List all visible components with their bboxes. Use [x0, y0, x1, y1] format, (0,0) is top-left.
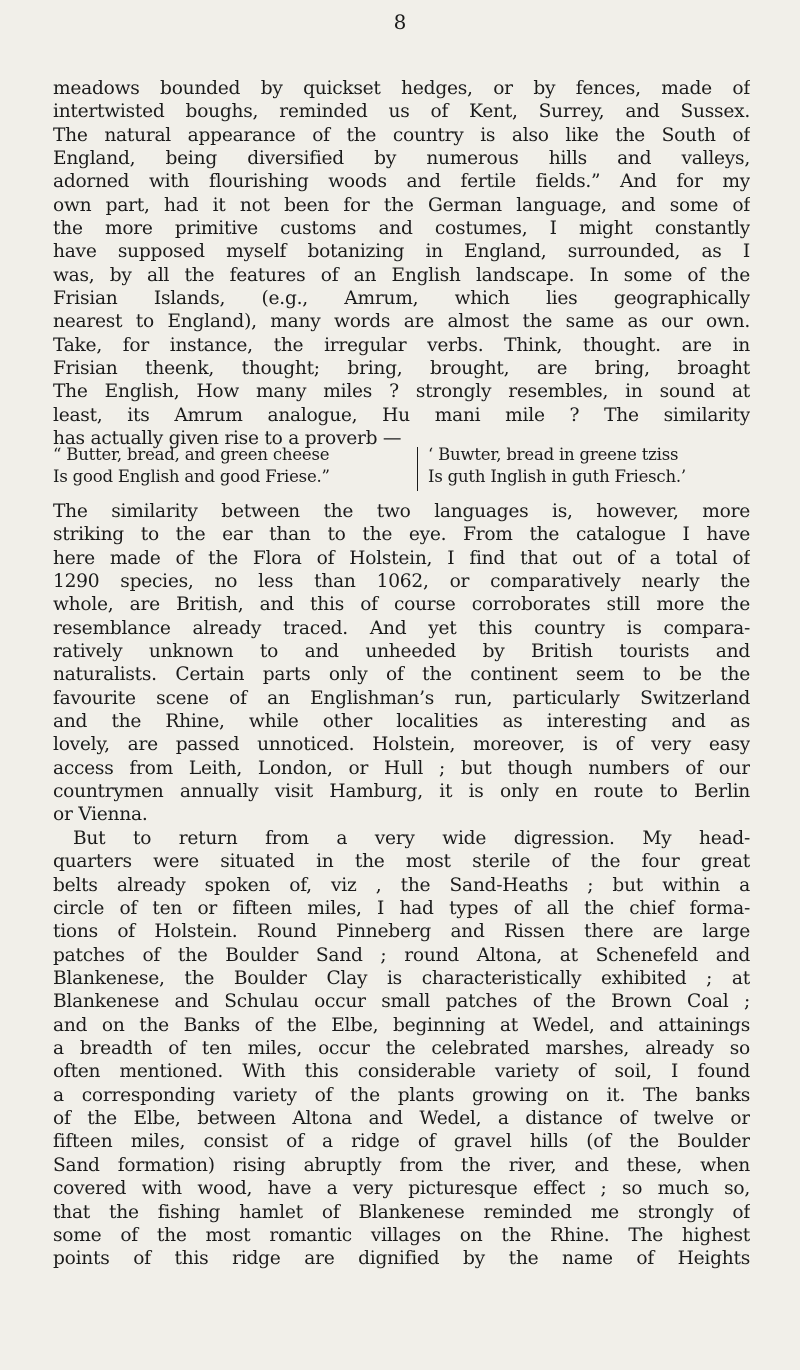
- text-line: striking to the ear than to the eye. From the catalogue I have: [53, 524, 750, 546]
- text-line: a corresponding variety of the plants growing on it. The banks: [53, 1084, 750, 1106]
- text-line: The natural appearance of the country is also like the South of: [53, 124, 750, 146]
- proverb-line: “ Butter, bread, and green cheese: [53, 445, 330, 464]
- text-line: and the Rhine, while other localities as interesting and as: [53, 711, 750, 733]
- text-line: countrymen annually visit Hamburg, it is only en route to Berlin: [53, 781, 750, 803]
- paragraph-flora: [53, 500, 750, 827]
- paragraph-holstein: [53, 827, 750, 1271]
- proverb-frisian: [428, 444, 748, 488]
- text-line: Blankenese, the Boulder Clay is characteristically exhibited ; at: [53, 968, 750, 990]
- text-line: covered with wood, have a very picturesque effect ; so much so,: [53, 1178, 750, 1200]
- proverb-line: Is good English and good Friese.”: [53, 467, 330, 486]
- proverb-line: ‘ Buwter, bread in greene tziss: [428, 445, 679, 464]
- text-line: here made of the Flora of Holstein, I find that out of a total of: [53, 547, 750, 569]
- text-line: England, being diversified by numerous hills and valleys,: [53, 148, 750, 170]
- text-line: belts already spoken of, viz , the Sand-Heaths ; but within a: [53, 874, 750, 896]
- text-line: of the Elbe, between Altona and Wedel, a distance of twelve or: [53, 1108, 750, 1130]
- text-line: favourite scene of an Englishman’s run, particularly Switzerland: [53, 687, 750, 709]
- text-line: Frisian Islands, (e.g., Amrum, which lies geographically: [53, 288, 750, 310]
- text-line: The similarity between the two languages is, however, more: [53, 501, 750, 522]
- page-number: 8: [393, 10, 407, 34]
- text-line: that the fishing hamlet of Blankenese reminded me strongly of: [53, 1201, 750, 1223]
- text-line: lovely, are passed unnoticed. Holstein, moreover, is of very easy: [53, 734, 750, 756]
- text-line: own part, had it not been for the German language, and some of: [53, 194, 750, 216]
- text-line: has actually given rise to a proverb —: [53, 428, 402, 450]
- text-line: a breadth of ten miles, occur the celebrated marshes, already so: [53, 1038, 750, 1060]
- text-line: some of the most romantic villages on the Rhine. The highest: [53, 1224, 750, 1246]
- text-line: The English, How many miles ? strongly resembles, in sound at: [53, 381, 750, 403]
- text-line: circle of ten or fifteen miles, I had types of all the chief forma-: [53, 898, 750, 920]
- text-line: access from Leith, London, or Hull ; but though numbers of our: [53, 757, 750, 779]
- text-line: 1290 species, no less than 1062, or comparatively nearly the: [53, 571, 750, 593]
- text-line: least, its Amrum analogue, Hu mani mile ? The similarity: [53, 404, 750, 426]
- proverb-divider: [417, 447, 418, 491]
- text-line: meadows bounded by quickset hedges, or by fences, made of: [53, 78, 750, 99]
- text-line: tions of Holstein. Round Pinneberg and Rissen there are large: [53, 921, 750, 943]
- text-line: and on the Banks of the Elbe, beginning at Wedel, and attainings: [53, 1014, 750, 1036]
- text-line: Sand formation) rising abruptly from the river, and these, when: [53, 1154, 750, 1176]
- text-line: or Vienna.: [53, 804, 148, 826]
- proverb-english: [53, 444, 408, 488]
- text-line: Frisian theenk, thought; bring, brought, are bring, broaght: [53, 358, 750, 380]
- text-line: resemblance already traced. And yet this country is compara-: [53, 617, 750, 639]
- text-line: was, by all the features of an English landscape. In some of the: [53, 264, 750, 286]
- text-line: intertwisted boughs, reminded us of Kent, Surrey, and Sussex.: [53, 101, 750, 123]
- paragraph-amrum: [53, 77, 750, 451]
- text-line: the more primitive customs and costumes, I might constantly: [53, 218, 750, 240]
- text-line: quarters were situated in the most sterile of the four great: [53, 851, 750, 873]
- text-line: have supposed myself botanizing in England, surrounded, as I: [53, 241, 750, 263]
- text-line: patches of the Boulder Sand ; round Altona, at Schenefeld and: [53, 944, 750, 966]
- text-line: Take, for instance, the irregular verbs. Think, thought. are in: [53, 334, 750, 356]
- text-line: But to return from a very wide digression. My head-: [73, 828, 750, 849]
- text-line: naturalists. Certain parts only of the continent seem to be the: [53, 664, 750, 686]
- text-line: whole, are British, and this of course corroborates still more the: [53, 594, 750, 616]
- text-line: Blankenese and Schulau occur small patches of the Brown Coal ;: [53, 991, 750, 1013]
- proverb-block: [53, 444, 750, 494]
- text-line: points of this ridge are dignified by the name of Heights: [53, 1248, 750, 1270]
- proverb-line: Is guth Inglish in guth Friesch.’: [428, 467, 686, 486]
- text-line: fifteen miles, consist of a ridge of gravel hills (of the Boulder: [53, 1131, 750, 1153]
- text-line: adorned with flourishing woods and fertile fields.” And for my: [53, 171, 750, 193]
- text-line: nearest to England), many words are almost the same as our own.: [53, 311, 750, 333]
- text-line: ratively unknown to and unheeded by British tourists and: [53, 641, 750, 663]
- text-line: often mentioned. With this considerable variety of soil, I found: [53, 1061, 750, 1083]
